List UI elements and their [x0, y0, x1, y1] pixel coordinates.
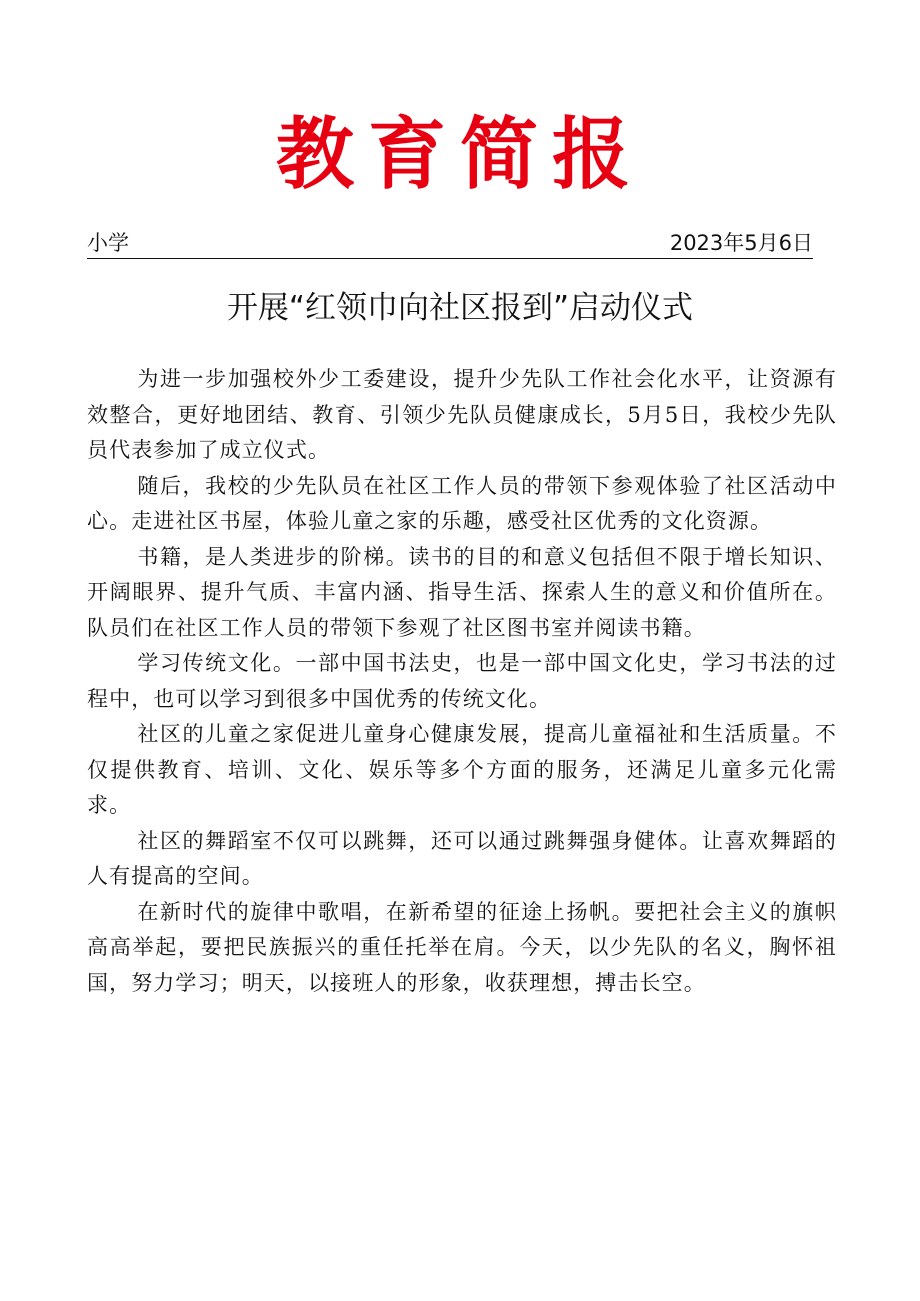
masthead-title: 教育简报	[275, 109, 644, 200]
article-body	[87, 362, 837, 1001]
paragraph: 学习传统文化。一部中国书法史，也是一部中国文化史，学习书法的过程中，也可以学习到很多中国优秀的传统文化。	[87, 651, 837, 711]
paragraph: 书籍，是人类进步的阶梯。读书的目的和意义包括但不限于增长知识、开阔眼界、提升气质、丰富内涵、指导生活、探索人生的意义和价值所在。队员们在社区工作人员的带领下参观了社区图书室并阅读书籍。	[87, 544, 837, 640]
school-name: 小学	[87, 231, 129, 255]
article-headline: 开展“红领巾向社区报到”启动仪式	[226, 290, 694, 326]
meta-line	[87, 228, 813, 259]
paragraph: 社区的儿童之家促进儿童身心健康发展，提高儿童福祉和生活质量。不仅提供教育、培训、文化、娱乐等多个方面的服务，还满足儿童多元化需求。	[87, 722, 837, 817]
paragraph: 社区的舞蹈室不仅可以跳舞，还可以通过跳舞强身健体。让喜欢舞蹈的人有提高的空间。	[87, 828, 837, 888]
paragraph: 为进一步加强校外少工委建设，提升少先队工作社会化水平，让资源有效整合，更好地团结、教育、引领少先队员健康成长，5月5日，我校少先队员代表参加了成立仪式。	[87, 367, 837, 462]
paragraph: 随后，我校的少先队员在社区工作人员的带领下参观体验了社区活动中心。走进社区书屋，体验儿童之家的乐趣，感受社区优秀的文化资源。	[87, 473, 837, 533]
paragraph: 在新时代的旋律中歌唱，在新希望的征途上扬帆。要把社会主义的旗帜高高举起，要把民族振兴的重任托举在肩。今天，以少先队的名义，胸怀祖国，努力学习；明天，以接班人的形象，收获理想，搏击长空。	[87, 899, 837, 995]
issue-date: 2023年5月6日	[669, 231, 813, 255]
